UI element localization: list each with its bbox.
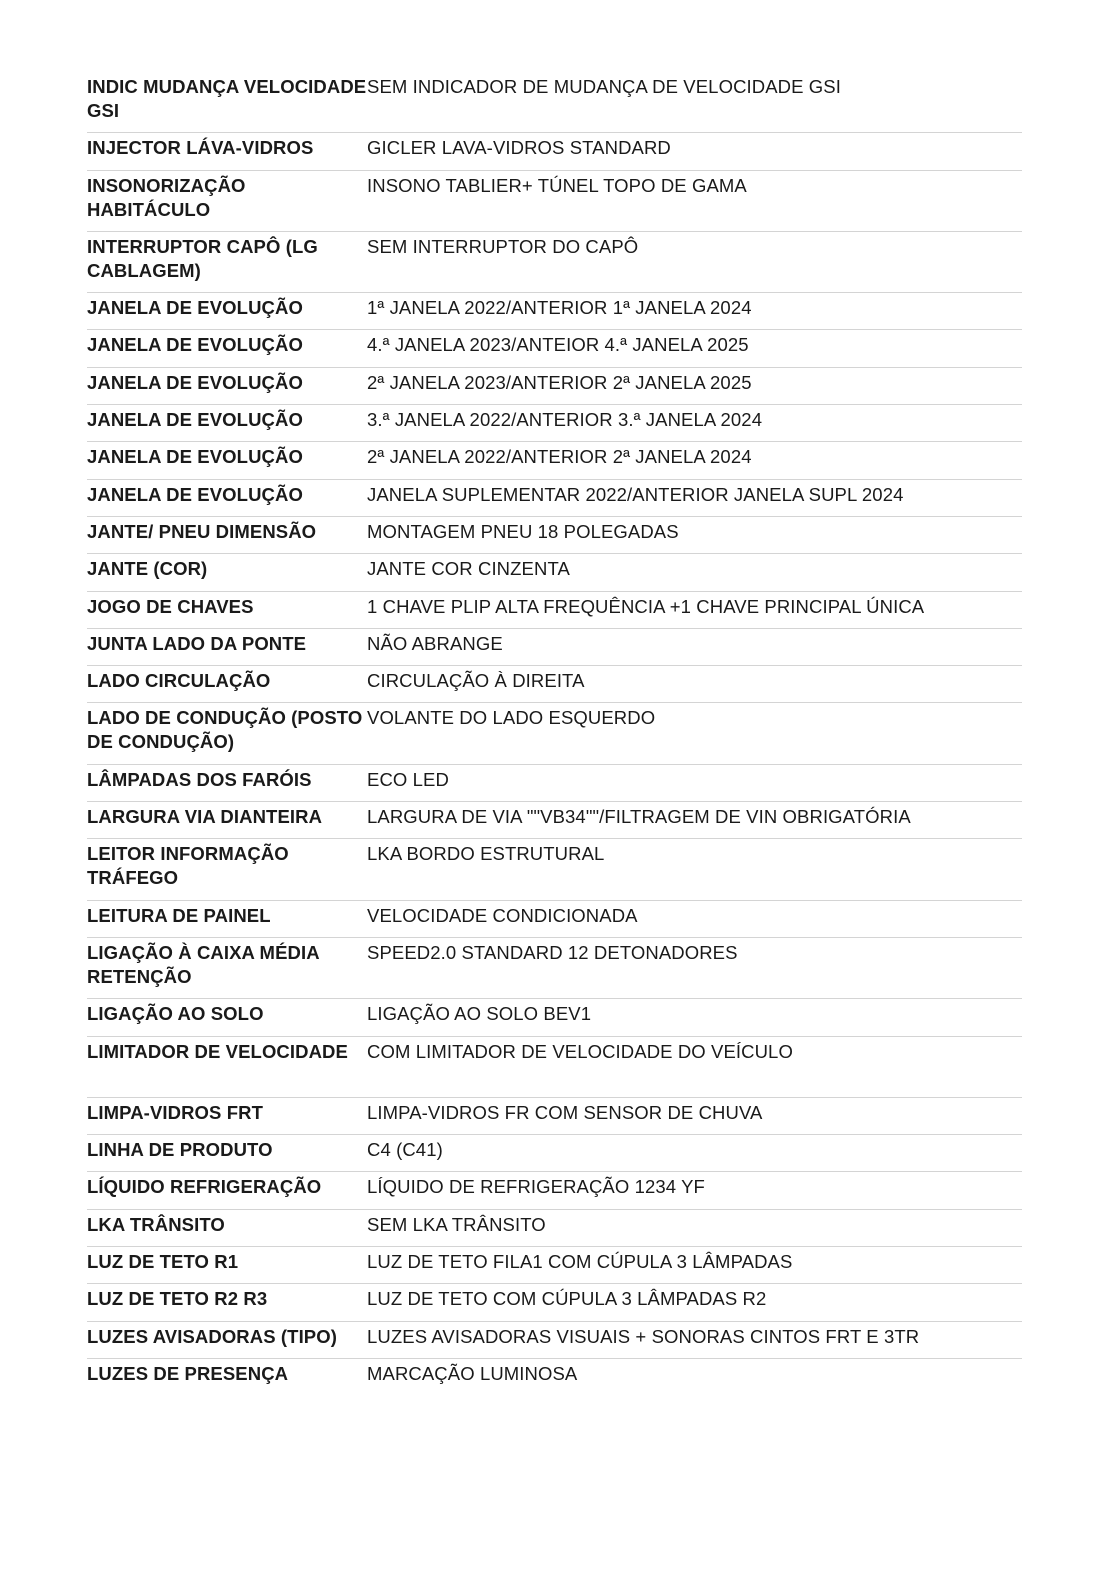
spec-value: VOLANTE DO LADO ESQUERDO [367, 707, 656, 729]
spec-row [87, 293, 1022, 330]
spec-value: C4 (C41) [367, 1139, 443, 1161]
spec-value: LÍQUIDO DE REFRIGERAÇÃO 1234 YF [367, 1176, 705, 1198]
spec-value: SEM INTERRUPTOR DO CAPÔ [367, 235, 639, 257]
spec-value: LIMPA-VIDROS FR COM SENSOR DE CHUVA [367, 1101, 763, 1123]
spec-label: LÍQUIDO REFRIGERAÇÃO [87, 1176, 322, 1198]
spec-label: LIMPA-VIDROS FRT [87, 1101, 263, 1123]
spec-value: 2ª JANELA 2023/ANTERIOR 2ª JANELA 2025 [367, 371, 752, 393]
spec-value: LKA BORDO ESTRUTURAL [367, 843, 605, 865]
spec-label: LINHA DE PRODUTO [87, 1139, 273, 1161]
spec-label: JUNTA LADO DA PONTE [87, 632, 307, 654]
spec-label: LIMITADOR DE VELOCIDADE [87, 1040, 348, 1062]
spec-label: LUZ DE TETO R1 [87, 1251, 239, 1273]
spec-value: COM LIMITADOR DE VELOCIDADE DO VEÍCULO [367, 1040, 793, 1062]
spec-value: NÃO ABRANGE [367, 632, 503, 654]
spec-row [87, 171, 1022, 232]
spec-label: JANELA DE EVOLUÇÃO [87, 371, 303, 393]
spec-value: CIRCULAÇÃO À DIREITA [367, 670, 585, 692]
spec-row [87, 839, 1022, 900]
spec-row [87, 1098, 1022, 1135]
spec-value: VELOCIDADE CONDICIONADA [367, 904, 638, 926]
spec-row [87, 1359, 1022, 1396]
spec-value: ECO LED [367, 768, 449, 790]
spec-row [87, 1322, 1022, 1359]
spec-row [87, 517, 1022, 554]
spec-value: JANTE COR CINZENTA [367, 558, 570, 580]
spec-row [87, 1247, 1022, 1284]
spec-value: MARCAÇÃO LUMINOSA [367, 1362, 578, 1384]
spec-value: GICLER LAVA-VIDROS STANDARD [367, 137, 671, 159]
spec-label: LUZ DE TETO R2 R3 [87, 1288, 268, 1310]
spec-row [87, 999, 1022, 1036]
spec-value: MONTAGEM PNEU 18 POLEGADAS [367, 520, 679, 542]
spec-label: LÂMPADAS DOS FARÓIS [87, 768, 312, 790]
spec-value: SEM LKA TRÂNSITO [367, 1213, 546, 1235]
spec-value: 1ª JANELA 2022/ANTERIOR 1ª JANELA 2024 [367, 297, 752, 319]
spec-label: JANTE (COR) [87, 558, 208, 580]
spec-row [87, 1037, 1022, 1098]
spec-row [87, 1172, 1022, 1209]
spec-row [87, 480, 1022, 517]
spec-row [87, 703, 1022, 764]
spec-row [87, 330, 1022, 367]
spec-label: INDIC MUDANÇA VELOCIDADE GSI [87, 76, 367, 121]
spec-label: INTERRUPTOR CAPÔ (LG CABLAGEM) [87, 235, 318, 281]
spec-value: LUZ DE TETO COM CÚPULA 3 LÂMPADAS R2 [367, 1288, 767, 1310]
spec-label: JOGO DE CHAVES [87, 595, 254, 617]
spec-row [87, 666, 1022, 703]
spec-value: INSONO TABLIER+ TÚNEL TOPO DE GAMA [367, 174, 747, 196]
spec-label: LUZES DE PRESENÇA [87, 1362, 289, 1384]
spec-value: LIGAÇÃO AO SOLO BEV1 [367, 1003, 592, 1025]
spec-row [87, 232, 1022, 293]
spec-label: JANELA DE EVOLUÇÃO [87, 297, 303, 319]
spec-row [87, 901, 1022, 938]
spec-label: JANELA DE EVOLUÇÃO [87, 483, 303, 505]
spec-label: LADO DE CONDUÇÃO (POSTO DE CONDUÇÃO) [87, 707, 363, 753]
spec-label: LUZES AVISADORAS (TIPO) [87, 1325, 337, 1347]
spec-value: LUZES AVISADORAS VISUAIS + SONORAS CINTOS FRT E 3TR [367, 1325, 920, 1347]
spec-label: JANELA DE EVOLUÇÃO [87, 446, 303, 468]
spec-row [87, 554, 1022, 591]
spec-row [87, 1210, 1022, 1247]
spec-label: INSONORIZAÇÃO HABITÁCULO [87, 174, 246, 220]
spec-row [87, 133, 1022, 170]
spec-value: 3.ª JANELA 2022/ANTERIOR 3.ª JANELA 2024 [367, 409, 763, 431]
spec-row [87, 1135, 1022, 1172]
spec-row [87, 1284, 1022, 1321]
spec-row [87, 72, 1022, 133]
spec-value: SPEED2.0 STANDARD 12 DETONADORES [367, 941, 738, 963]
spec-row [87, 802, 1022, 839]
spec-row [87, 938, 1022, 999]
spec-label: LARGURA VIA DIANTEIRA [87, 806, 323, 828]
spec-row [87, 405, 1022, 442]
spec-label: LIGAÇÃO À CAIXA MÉDIA RETENÇÃO [87, 941, 319, 987]
spec-value: SEM INDICADOR DE MUDANÇA DE VELOCIDADE GSI [367, 76, 841, 97]
spec-value: 2ª JANELA 2022/ANTERIOR 2ª JANELA 2024 [367, 446, 752, 468]
spec-value: LARGURA DE VIA ""VB34""/FILTRAGEM DE VIN OBRIGATÓRIA [367, 806, 911, 828]
spec-label: JANELA DE EVOLUÇÃO [87, 409, 303, 431]
spec-row [87, 592, 1022, 629]
spec-value: 1 CHAVE PLIP ALTA FREQUÊNCIA +1 CHAVE PRINCIPAL ÚNICA [367, 595, 925, 617]
spec-value: LUZ DE TETO FILA1 COM CÚPULA 3 LÂMPADAS [367, 1251, 793, 1273]
spec-row [87, 765, 1022, 802]
spec-label: LKA TRÂNSITO [87, 1213, 225, 1235]
spec-label: LADO CIRCULAÇÃO [87, 670, 271, 692]
spec-value: 4.ª JANELA 2023/ANTEIOR 4.ª JANELA 2025 [367, 334, 749, 356]
spec-table [87, 72, 1022, 1396]
spec-value: JANELA SUPLEMENTAR 2022/ANTERIOR JANELA SUPL 2024 [367, 483, 904, 505]
spec-row [87, 442, 1022, 479]
spec-label: JANTE/ PNEU DIMENSÃO [87, 520, 317, 542]
spec-label: JANELA DE EVOLUÇÃO [87, 334, 303, 356]
spec-label: LEITURA DE PAINEL [87, 904, 271, 926]
spec-label: LIGAÇÃO AO SOLO [87, 1003, 264, 1025]
spec-label: INJECTOR LÁVA-VIDROS [87, 137, 314, 159]
spec-label: LEITOR INFORMAÇÃO TRÁFEGO [87, 843, 289, 889]
spec-row [87, 368, 1022, 405]
spec-row [87, 629, 1022, 666]
